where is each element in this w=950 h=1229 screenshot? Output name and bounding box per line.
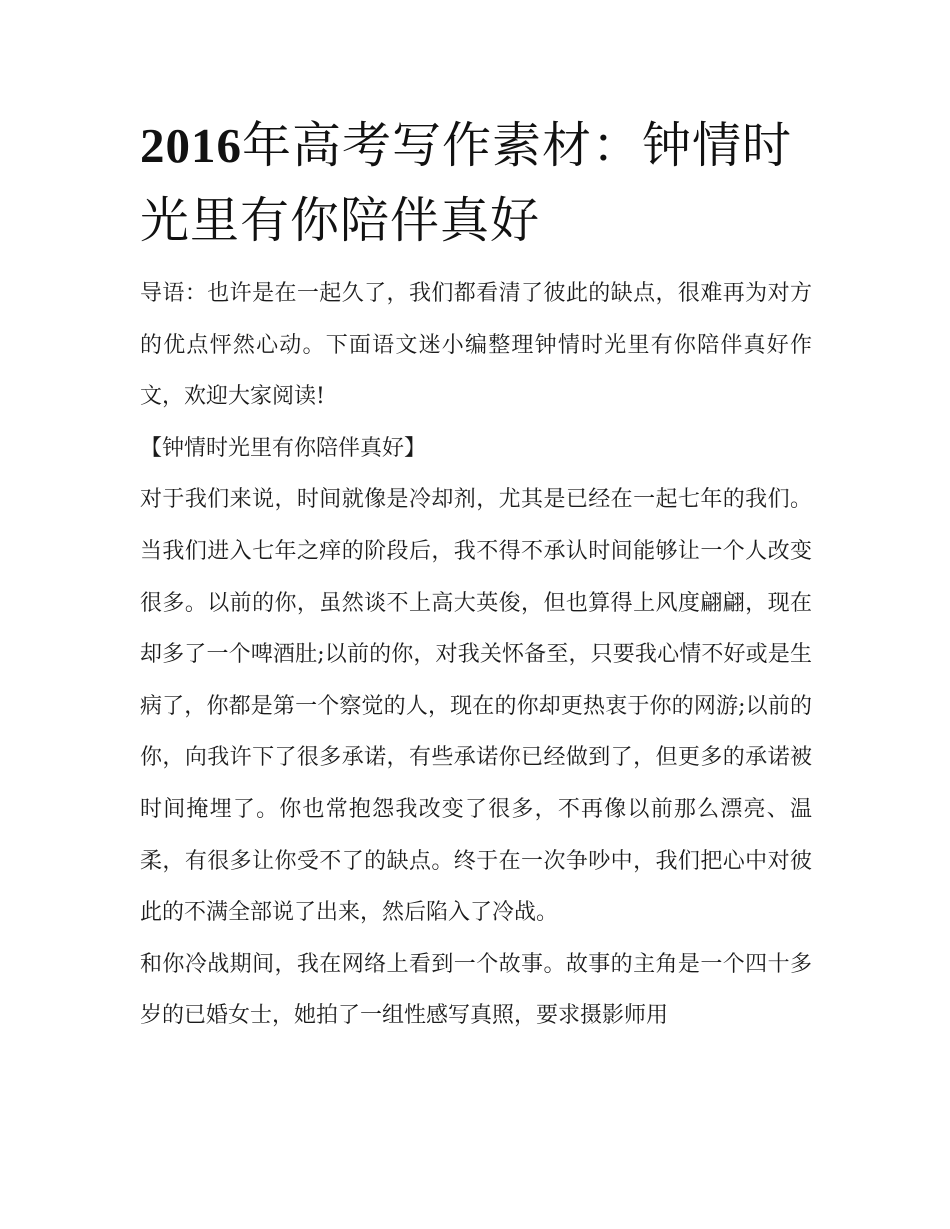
body-paragraph: 和你冷战期间，我在网络上看到一个故事。故事的主角是一个四十多岁的已婚女士，她拍了一组性感写真照，要求摄影师用 — [140, 951, 812, 1029]
document-body — [140, 268, 812, 1042]
section-heading: 【钟情时光里有你陪伴真好】 — [140, 435, 427, 461]
title-text: 年高考写作素材：钟情时光里有你陪伴真好 — [140, 117, 793, 249]
document-title — [140, 108, 812, 258]
body-paragraph: 对于我们来说，时间就像是冷却剂，尤其是已经在一起七年的我们。当我们进入七年之痒的阶段后，我不得不承认时间能够让一个人改变很多。以前的你，虽然谈不上高大英俊，但也算得上风度翩翩，现在却多了一个啤酒肚;以前的你，对我关怀备至，只要我心情不好或是生病了，你都是第一个察觉的人，现在的你却更热衷于你的网游;以前的你，向我许下了很多承诺，有些承诺你已经做到了，但更多的承诺被时间掩埋了。你也常抱怨我改变了很多，不再像以前那么漂亮、温柔，有很多让你受不了的缺点。终于在一次争吵中，我们把心中对彼此的不满全部说了出来，然后陷入了冷战。 — [140, 487, 812, 926]
title-year: 2016 — [140, 118, 242, 173]
document-content — [140, 108, 812, 1042]
intro-paragraph: 导语：也许是在一起久了，我们都看清了彼此的缺点，很难再为对方的优点怦然心动。下面语文迷小编整理钟情时光里有你陪伴真好作文，欢迎大家阅读! — [140, 281, 812, 410]
